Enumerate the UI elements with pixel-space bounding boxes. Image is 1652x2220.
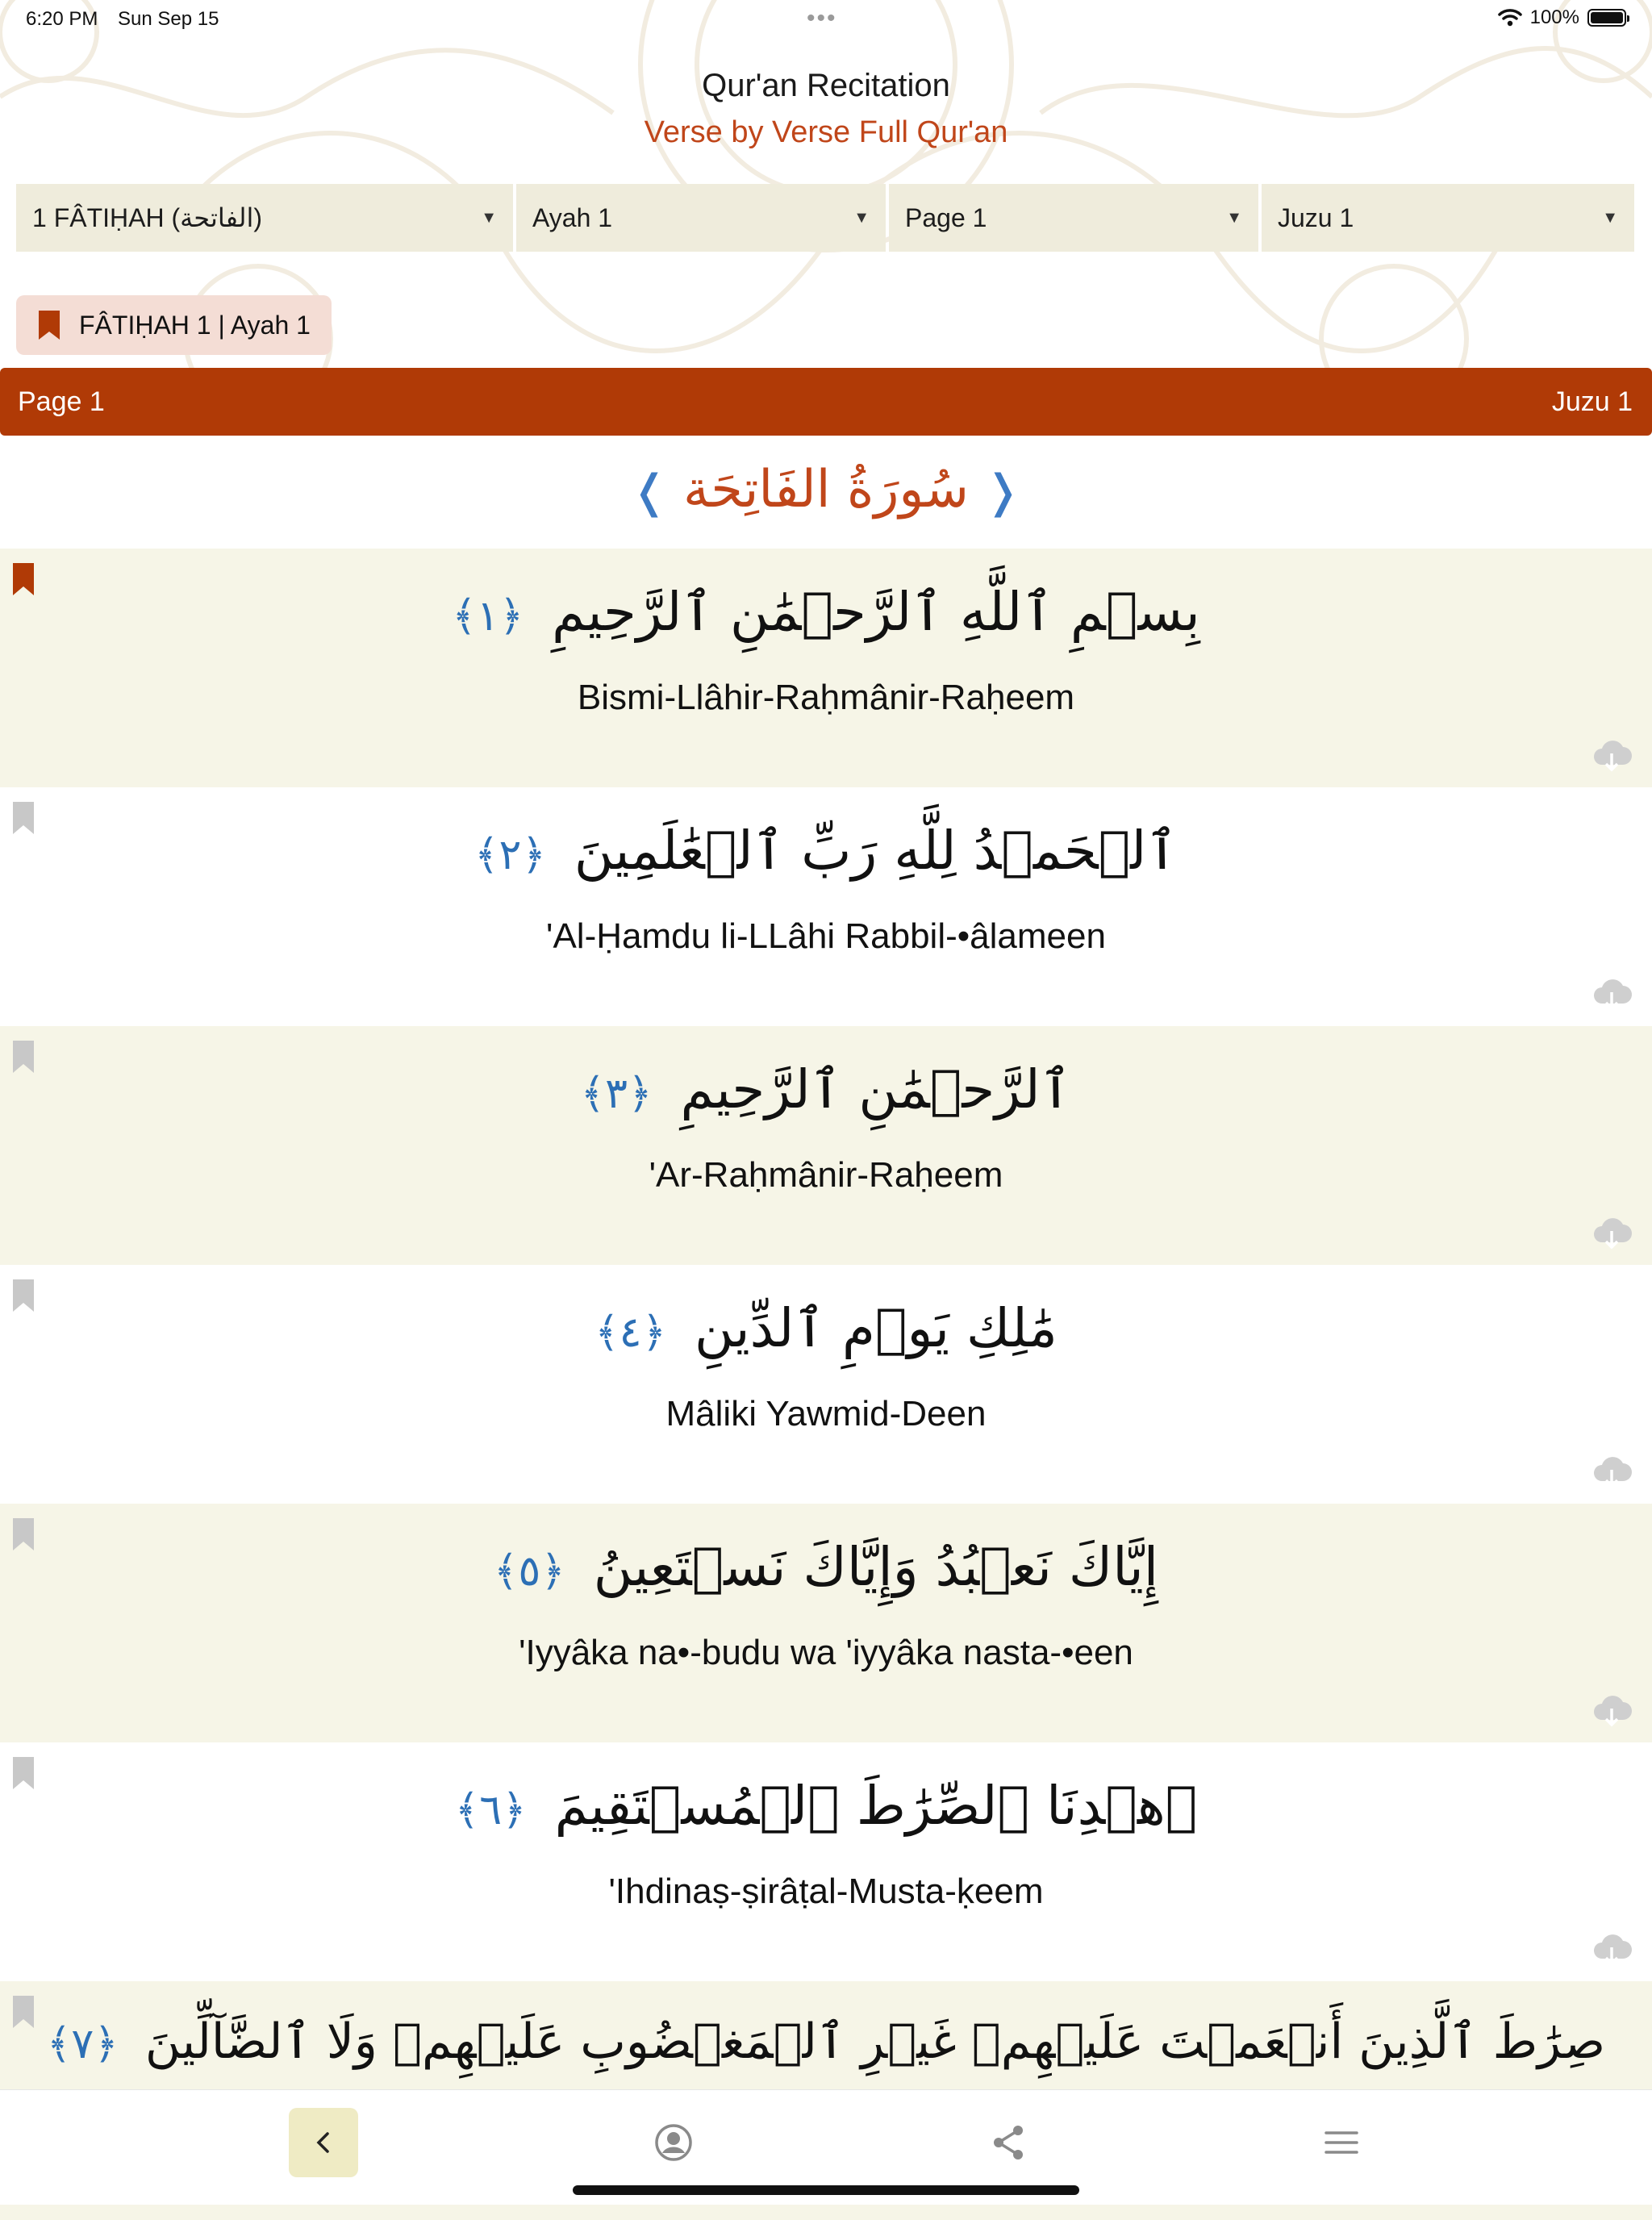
navigation-selectors <box>16 184 1634 252</box>
juzu-select-value: Juzu 1 <box>1278 202 1354 232</box>
ayah-transliteration: 'Al-Ḥamdu li-LLâhi Rabbil-•âlameen <box>546 916 1106 956</box>
ayah-arabic: ٱلرَّحۡمَٰنِ ٱلرَّحِيمِ ﴿٣﴾ <box>580 1058 1072 1120</box>
ayah-row[interactable] <box>0 787 1652 1026</box>
ayah-list <box>0 549 1652 2220</box>
ayah-select[interactable] <box>516 184 886 252</box>
ayah-transliteration: 'Ar-Raḥmânir-Raḥeem <box>649 1155 1003 1195</box>
cloud-download-icon[interactable] <box>1591 1692 1633 1728</box>
ayah-number: ﴿١﴾ <box>452 592 524 641</box>
surah-header <box>0 460 1652 540</box>
ayah-number: ﴿٧﴾ <box>46 2020 119 2068</box>
multitasking-dots[interactable]: ••• <box>807 5 837 31</box>
ayah-arabic: بِسۡمِ ٱللَّهِ ٱلرَّحۡمَٰنِ ٱلرَّحِيمِ ﴿١﴾ <box>452 581 1200 643</box>
page-bar-page: Page 1 <box>18 386 105 417</box>
surah-title: سُورَةُ الفَاتِحَة <box>682 460 970 520</box>
cloud-download-icon[interactable] <box>1591 976 1633 1012</box>
page-select[interactable] <box>889 184 1258 252</box>
dropdown-caret-icon: ▼ <box>481 208 497 227</box>
ayah-number: ﴿٢﴾ <box>474 831 546 879</box>
bottom-tab-bar <box>0 2089 1652 2205</box>
menu-icon <box>1323 2126 1360 2159</box>
surah-select-value: 1 FÂTIḤAH (الفاتحة) <box>32 203 263 232</box>
battery-icon <box>1587 9 1626 27</box>
ayah-row[interactable] <box>0 1265 1652 1504</box>
bookmark-chip-label: FÂTIḤAH 1 | Ayah 1 <box>79 310 311 340</box>
ayah-number: ﴿٥﴾ <box>493 1547 565 1596</box>
ayah-transliteration: Bismi-Llâhir-Raḥmânir-Raḥeem <box>577 678 1075 717</box>
page-select-value: Page 1 <box>905 202 987 232</box>
ayah-arabic: ٱلۡحَمۡدُ لِلَّهِ رَبِّ ٱلۡعَٰلَمِينَ ﴿٢﴾ <box>474 820 1178 882</box>
ayah-select-value: Ayah 1 <box>532 202 613 232</box>
status-indicators <box>1498 6 1626 29</box>
ayah-transliteration: 'Ihdinaṣ-ṣirâṭal-Musta-ḳeem <box>608 1872 1044 1911</box>
ayah-arabic: إِيَّاكَ نَعۡبُدُ وَإِيَّاكَ نَسۡتَعِينُ ﴿٥﴾ <box>493 1536 1159 1598</box>
ayah-transliteration: 'Iyyâka na•-budu wa 'iyyâka nasta-•een <box>519 1633 1133 1672</box>
ayah-number: ﴿٦﴾ <box>454 1786 527 1834</box>
ayah-row[interactable] <box>0 549 1652 787</box>
share-icon <box>989 2122 1029 2163</box>
ayah-arabic: ٱهۡدِنَا ٱلصِّرَٰطَ ٱلۡمُسۡتَقِيمَ ﴿٦﴾ <box>454 1775 1198 1837</box>
ayah-number: ﴿٣﴾ <box>580 1070 653 1118</box>
saved-bookmark-chip[interactable] <box>16 295 332 355</box>
profile-icon <box>653 2122 694 2163</box>
share-button[interactable] <box>974 2108 1044 2177</box>
ayah-row[interactable] <box>0 1504 1652 1742</box>
battery-percent: 100% <box>1529 6 1579 28</box>
ayah-transliteration: Mâliki Yawmid-Deen <box>665 1394 987 1433</box>
ayah-arabic: مَٰلِكِ يَوۡمِ ٱلدِّينِ ﴿٤﴾ <box>594 1297 1058 1359</box>
app-header <box>0 68 1652 150</box>
surah-select[interactable] <box>16 184 513 252</box>
juzu-select[interactable] <box>1262 184 1634 252</box>
dropdown-caret-icon: ▼ <box>1226 208 1242 227</box>
cloud-download-icon[interactable] <box>1591 1931 1633 1967</box>
back-icon <box>314 2130 333 2155</box>
dropdown-caret-icon: ▼ <box>1602 208 1618 227</box>
ayah-arabic: صِرَٰطَ ٱلَّذِينَ أَنۡعَمۡتَ عَلَيۡهِمۡ غَيۡرِ ٱلۡمَغۡضُوبِ عَلَيۡهِمۡ وَلَا ٱلضَّآلِّينَ ﴿٧﴾ <box>46 2013 1606 2070</box>
profile-button[interactable] <box>639 2108 708 2177</box>
page-bar-juzu: Juzu 1 <box>1551 386 1633 417</box>
menu-button[interactable] <box>1307 2108 1376 2177</box>
dropdown-caret-icon: ▼ <box>853 208 870 227</box>
cloud-download-icon[interactable] <box>1591 1215 1633 1250</box>
status-bar <box>0 0 1652 39</box>
ayah-number: ﴿٤﴾ <box>594 1308 667 1357</box>
wifi-icon <box>1498 8 1522 27</box>
status-date: Sun Sep 15 <box>118 8 219 30</box>
page-info-bar <box>0 368 1652 436</box>
ayah-row[interactable] <box>0 1742 1652 1981</box>
bookmark-icon <box>37 309 61 341</box>
app-title: Qur'an Recitation <box>702 68 950 103</box>
app-subtitle: Verse by Verse Full Qur'an <box>644 115 1008 149</box>
cloud-download-icon[interactable] <box>1591 1454 1633 1489</box>
cloud-download-icon[interactable] <box>1591 737 1633 773</box>
status-time: 6:20 PM <box>26 8 98 30</box>
back-button[interactable] <box>289 2108 358 2177</box>
ornament-right-icon: ❬ <box>630 465 669 516</box>
home-indicator[interactable] <box>573 2185 1079 2195</box>
ornament-left-icon: ❭ <box>983 465 1022 516</box>
ayah-row[interactable] <box>0 1026 1652 1265</box>
